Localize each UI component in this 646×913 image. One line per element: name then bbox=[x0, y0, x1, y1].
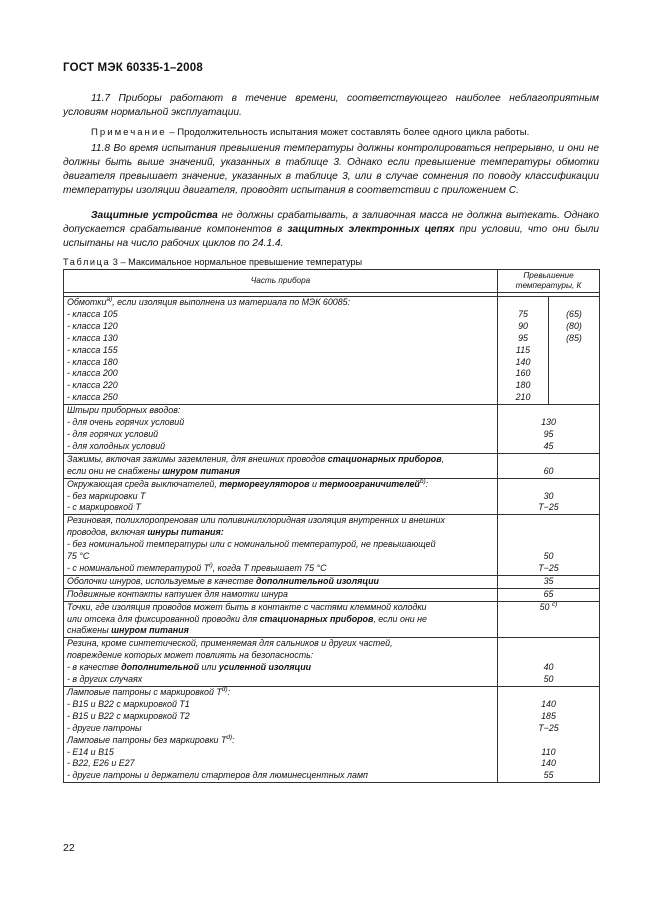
text-line: Точки, где изоляция проводов может быть в контакте с частями клеммной колодки bbox=[67, 601, 427, 612]
text-fragment: , если изоляция выполнена из материала по МЭК 60085: bbox=[112, 297, 351, 307]
value: 130 bbox=[541, 417, 556, 428]
windings-class: - класса 220 bbox=[67, 380, 118, 391]
term-thermal-cutouts: термоограничителей bbox=[319, 478, 420, 489]
cell-part bbox=[64, 405, 498, 454]
text-fragment: - в качестве bbox=[67, 662, 122, 673]
table-row-windings bbox=[64, 297, 600, 405]
lamp-item: - другие патроны и держатели стартеров для люминесцентных ламп bbox=[67, 770, 368, 781]
value: 110 bbox=[541, 746, 556, 757]
footnote-mark: c) bbox=[551, 600, 558, 608]
caption-label: Таблица bbox=[63, 257, 111, 267]
table-header-row bbox=[64, 270, 600, 293]
table-row-terminal-points bbox=[64, 601, 600, 638]
value: 140 bbox=[515, 356, 531, 367]
header-rise-line: Превышение bbox=[523, 271, 574, 280]
value: 60 bbox=[543, 465, 554, 476]
table-row-cord-sheaths bbox=[64, 575, 600, 588]
footnote-mark: a) bbox=[106, 296, 113, 304]
windings-class: - класса 155 bbox=[67, 344, 118, 355]
term-thermostats: терморегуляторов bbox=[219, 478, 310, 489]
text-fragment: снабжены bbox=[67, 625, 112, 636]
cell-part bbox=[64, 588, 498, 601]
cell-part bbox=[64, 478, 498, 515]
cell-value-secondary bbox=[549, 297, 600, 405]
cell-value bbox=[498, 687, 600, 783]
text-fragment: при условии, что они были испытаны на число рабочих циклов по 24.1.4. bbox=[63, 224, 599, 249]
windings-class: - класса 180 bbox=[67, 356, 118, 367]
windings-class: - класса 105 bbox=[67, 308, 118, 319]
windings-class: - класса 200 bbox=[67, 368, 118, 379]
value: 50 bbox=[543, 674, 554, 685]
text-fragment: или bbox=[199, 662, 219, 673]
table-row-pins bbox=[64, 405, 600, 454]
value: 140 bbox=[541, 758, 556, 769]
term-supply-cords: шнуры питания: bbox=[147, 527, 224, 538]
text-fragment: и bbox=[309, 478, 320, 489]
text-fragment: , bbox=[441, 453, 445, 464]
ambient-item: - без маркировки Т bbox=[67, 490, 146, 501]
value: 50 bbox=[543, 551, 554, 562]
cell-part bbox=[64, 297, 498, 405]
ambient-item: - с маркировкой Т bbox=[67, 502, 141, 513]
value: Т−25 bbox=[538, 722, 559, 733]
value: Т−25 bbox=[538, 562, 559, 573]
text-fragment: : bbox=[425, 478, 429, 489]
document-code: ГОСТ МЭК 60335-1–2008 bbox=[63, 62, 203, 74]
text-fragment: не должны срабатывать, а заливочная масса не должна вытекать. Однако допускается срабатывание компонентов в bbox=[63, 210, 600, 235]
cell-part bbox=[64, 575, 498, 588]
text-line: - в других случаях bbox=[67, 674, 143, 685]
footnote-mark: d) bbox=[226, 733, 233, 741]
paragraph-protective-devices bbox=[63, 209, 599, 251]
value: 180 bbox=[515, 380, 531, 391]
windings-class: - класса 120 bbox=[67, 320, 118, 331]
value: 115 bbox=[515, 344, 531, 355]
cell-part bbox=[64, 453, 498, 478]
text-fragment: Ламповые патроны с маркировкой Т bbox=[67, 687, 222, 697]
table-row-sliding-contacts bbox=[64, 588, 600, 601]
text-line: - без номинальной температуры или с номинальной температурой, не превышающей bbox=[67, 539, 436, 550]
value: 40 bbox=[543, 662, 554, 673]
temperature-rise-table bbox=[63, 269, 600, 783]
pins-item: - для холодных условий bbox=[67, 440, 166, 451]
table-row-ambient bbox=[64, 478, 600, 515]
cell-value bbox=[498, 453, 600, 478]
value: (65) bbox=[566, 308, 582, 319]
text-fragment: Зажимы, включая зажимы заземления, для внешних проводов bbox=[67, 453, 328, 464]
text-fragment: : bbox=[232, 734, 235, 745]
footnote-mark: i) bbox=[209, 561, 213, 569]
table-row-rubber-insulation bbox=[64, 515, 600, 576]
header-rise bbox=[498, 270, 600, 293]
note-text: – Продолжительность испытания может составлять более одного цикла работы. bbox=[169, 127, 530, 138]
text-line: 75 °С bbox=[67, 551, 90, 562]
text-fragment: , когда Т превышает 75 °С bbox=[212, 562, 327, 573]
cell-value bbox=[498, 405, 600, 454]
value: Т−25 bbox=[538, 502, 559, 513]
value: 45 bbox=[543, 440, 554, 451]
text-fragment: : bbox=[227, 687, 231, 697]
cell-part bbox=[64, 601, 498, 638]
windings-class: - класса 250 bbox=[67, 392, 118, 403]
value: 140 bbox=[541, 698, 556, 709]
value: 210 bbox=[515, 392, 531, 403]
windings-class: - класса 130 bbox=[67, 332, 118, 343]
lamp-item: - B15 и B22 с маркировкой Т1 bbox=[67, 698, 190, 709]
table-row-rubber bbox=[64, 638, 600, 687]
value: 50 bbox=[539, 601, 550, 612]
cell-part bbox=[64, 638, 498, 687]
pins-item: - для горячих условий bbox=[67, 428, 159, 439]
lamp-item: - E14 и B15 bbox=[67, 746, 114, 757]
text-fragment: Оболочки шнуров, используемые в качестве bbox=[67, 575, 257, 586]
paragraph-11-8: 11.8 Во время испытания превышения температуры должны контролироваться непрерывно, и они не должны быть выше значений, указанных в таблице 3. Однако если превышение температуры обмотки двигателя превышает значение, указанных в таблице 3, или в случае сомнения по поводу классификации температуры изоляции двигателя, проводят испытания в соответствии с приложением С. bbox=[63, 143, 599, 196]
text-fragment: , если они не bbox=[373, 613, 427, 624]
text-fragment: - с номинальной температурой Т bbox=[67, 562, 210, 573]
caption-text: 3 – Максимальное нормальное превышение температуры bbox=[112, 257, 363, 267]
note-paragraph bbox=[63, 126, 599, 140]
footnote-mark: d) bbox=[221, 686, 228, 694]
header-part: Часть прибора bbox=[64, 270, 498, 293]
text-fragment: Обмотки bbox=[67, 297, 107, 307]
text-line: Подвижные контакты катушек для намотки шнура bbox=[67, 588, 288, 599]
term-reinforced-insulation: усиленной изоляции bbox=[218, 662, 312, 673]
pins-item: - для очень горячих условий bbox=[67, 417, 185, 428]
value: (85) bbox=[566, 332, 582, 343]
cell-value bbox=[498, 478, 600, 515]
value: 75 bbox=[518, 308, 528, 319]
term-protective-devices: Защитные устройства bbox=[91, 210, 218, 221]
cell-part bbox=[64, 687, 498, 783]
term-protective-circuits: защитных электронных цепях bbox=[287, 224, 455, 235]
text-line: Резина, кроме синтетической, применяемая для сальников и других частей, bbox=[67, 638, 393, 649]
cell-value bbox=[498, 588, 600, 601]
value: 35 bbox=[543, 575, 554, 586]
note-label: Примечание bbox=[91, 127, 167, 138]
cell-value bbox=[498, 601, 600, 638]
term-supply-cord: шнуром питания bbox=[111, 625, 189, 636]
table-caption bbox=[63, 257, 362, 267]
value: 185 bbox=[541, 710, 556, 721]
value: 65 bbox=[543, 588, 554, 599]
text-fragment: проводов, включая bbox=[67, 527, 148, 538]
text-fragment: или отсека для фиксированной проводки для bbox=[67, 613, 260, 624]
text-line: Резиновая, полихлоропреновая или поливинилхлоридная изоляция внутренних и внешних bbox=[67, 515, 445, 526]
text-line: повреждение которых может повлиять на безопасность: bbox=[67, 650, 314, 661]
cell-value bbox=[498, 515, 600, 576]
term-supplementary: дополнительной bbox=[121, 662, 200, 673]
footnote-mark: b) bbox=[419, 477, 426, 485]
value: 90 bbox=[518, 320, 528, 331]
term-supply-cord: шнуром питания bbox=[162, 465, 241, 476]
value: 95 bbox=[543, 428, 554, 439]
value: 95 bbox=[518, 332, 528, 343]
header-rise-line: температуры, К bbox=[515, 281, 582, 290]
text-fragment: Ламповые патроны без маркировки Т bbox=[67, 734, 227, 745]
pins-title: Штыри приборных вводов: bbox=[67, 405, 181, 416]
cell-value bbox=[498, 638, 600, 687]
cell-value-primary bbox=[498, 297, 549, 405]
term-stationary: стационарных приборов bbox=[259, 613, 374, 624]
value: (80) bbox=[566, 320, 582, 331]
lamp-item: - B22, E26 и E27 bbox=[67, 758, 135, 769]
cell-value bbox=[498, 575, 600, 588]
value: 55 bbox=[543, 770, 554, 781]
table-row-terminals bbox=[64, 453, 600, 478]
lamp-item: - другие патроны bbox=[67, 722, 142, 733]
text-fragment: Окружающая среда выключателей, bbox=[67, 478, 220, 489]
text-fragment: если они не снабжены bbox=[67, 465, 163, 476]
lamp-item: - B15 и B22 с маркировкой Т2 bbox=[67, 710, 190, 721]
table-row-lampholders bbox=[64, 687, 600, 783]
page-number: 22 bbox=[63, 842, 75, 854]
cell-part bbox=[64, 515, 498, 576]
value: 160 bbox=[515, 368, 531, 379]
value: 30 bbox=[543, 490, 554, 501]
paragraph-11-7: 11.7 Приборы работают в течение времени, соответствующего наиболее неблагоприятным условиям нормальной эксплуатации. bbox=[63, 93, 599, 118]
windings-title bbox=[67, 297, 494, 309]
term-supplementary-insulation: дополнительной изоляции bbox=[256, 575, 379, 586]
term-stationary: стационарных приборов bbox=[327, 453, 442, 464]
